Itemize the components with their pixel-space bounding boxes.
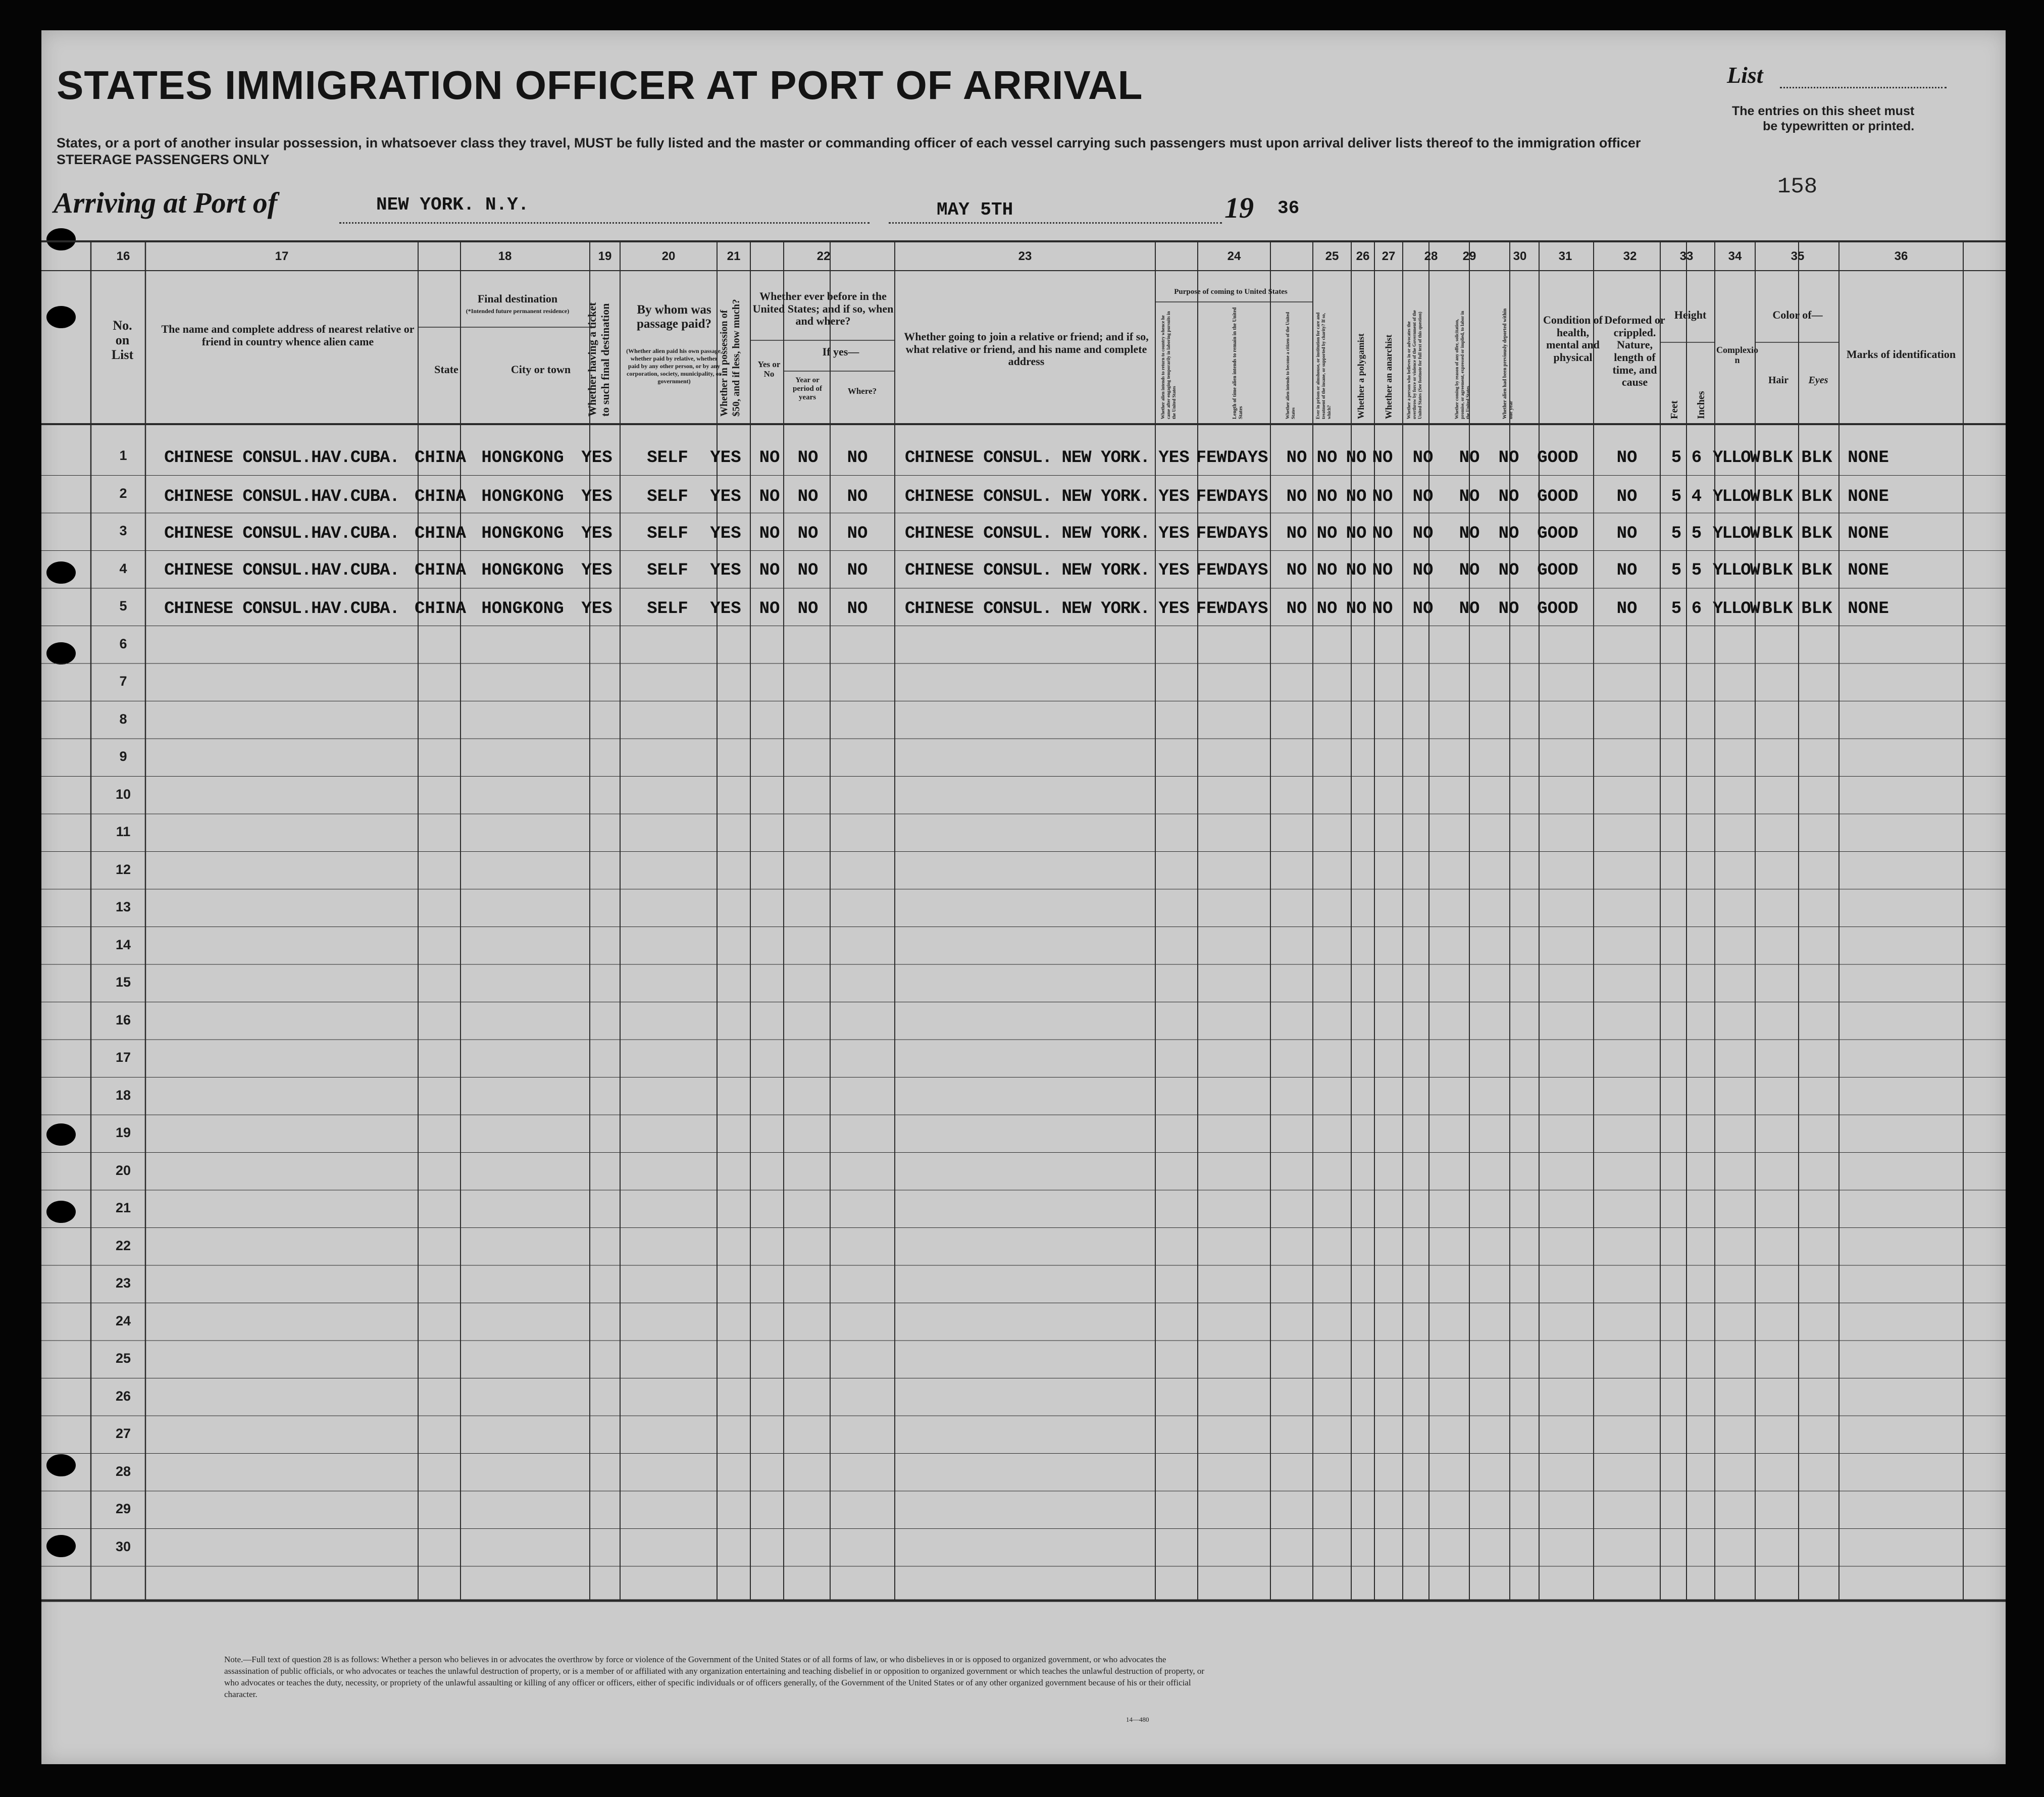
column-number: 23 bbox=[1018, 249, 1032, 263]
column-number: 27 bbox=[1382, 249, 1396, 263]
before-in-us-cell: NO bbox=[759, 448, 780, 468]
prison-cell: NO bbox=[1316, 599, 1338, 619]
arriving-label: Arriving at Port of bbox=[54, 186, 278, 219]
header-city: City or town bbox=[510, 363, 571, 376]
row-number: 13 bbox=[115, 899, 131, 914]
date-value: MAY 5TH bbox=[937, 199, 1013, 220]
marks-cell: NONE bbox=[1848, 487, 1889, 506]
column-number: 19 bbox=[598, 249, 612, 263]
anarchist-cell: NO bbox=[1372, 448, 1393, 468]
row-number: 20 bbox=[115, 1162, 131, 1178]
prison-cell: NO bbox=[1316, 448, 1338, 468]
city-cell: HONGKONG bbox=[481, 487, 564, 506]
header-health: Condition of health, mental and physical bbox=[1543, 314, 1603, 364]
relative-address-cell: CHINESE CONSUL.HAV.CUBA. bbox=[164, 524, 399, 543]
row-number: 29 bbox=[115, 1501, 131, 1516]
header-feet: Feet bbox=[1669, 400, 1680, 419]
health-cell: GOOD bbox=[1537, 448, 1578, 468]
where-cell: NO bbox=[847, 487, 868, 506]
header-purpose: Purpose of coming to United States bbox=[1174, 288, 1288, 296]
feet-cell: 5 bbox=[1671, 448, 1682, 468]
join-relative-cell: CHINESE CONSUL. NEW YORK. bbox=[905, 599, 1150, 619]
health-cell: GOOD bbox=[1537, 487, 1578, 506]
year-prefix: 19 bbox=[1224, 191, 1254, 224]
relative-address-cell: CHINESE CONSUL.HAV.CUBA. bbox=[164, 448, 399, 468]
where-cell: NO bbox=[847, 524, 868, 543]
year-value: 36 bbox=[1278, 198, 1300, 219]
return-intent-cell: YES bbox=[1158, 487, 1190, 506]
citizen-cell: NO bbox=[1286, 487, 1307, 506]
citizen-cell: NO bbox=[1286, 524, 1307, 543]
inches-cell: 5 bbox=[1691, 561, 1702, 580]
row-number: 17 bbox=[115, 1050, 131, 1065]
column-number: 33 bbox=[1679, 249, 1694, 263]
inches-cell: 6 bbox=[1691, 599, 1702, 619]
hair-cell: BLK bbox=[1762, 599, 1793, 619]
row-number: 4 bbox=[119, 560, 127, 576]
eyes-cell: BLK bbox=[1801, 487, 1832, 506]
header-passage-paid: By whom was passage paid? bbox=[637, 303, 711, 331]
header-prison: Ever in prison or almshouse, or institution for care and treatment of the insane, or supported by charity? If so, which? bbox=[1315, 312, 1332, 419]
column-number: 17 bbox=[275, 249, 289, 263]
deformed-cell: NO bbox=[1616, 448, 1638, 468]
feet-cell: 5 bbox=[1671, 487, 1682, 506]
feet-cell: 5 bbox=[1671, 524, 1682, 543]
deported-cell: NO bbox=[1498, 599, 1519, 619]
complexion-cell: YLLOW bbox=[1712, 487, 1760, 506]
column-number: 18 bbox=[498, 249, 512, 263]
polygamist-cell: NO bbox=[1346, 599, 1367, 619]
paid-by-cell: SELF bbox=[647, 448, 688, 468]
row-number: 5 bbox=[119, 598, 127, 613]
row-number: 14 bbox=[115, 937, 131, 952]
fifty-dollars-cell: YES bbox=[710, 561, 741, 580]
complexion-cell: YLLOW bbox=[1712, 561, 1760, 580]
deported-cell: NO bbox=[1498, 524, 1519, 543]
column-number: 16 bbox=[116, 249, 130, 263]
header-yes-or-no: Yes or No bbox=[757, 360, 781, 379]
length-of-stay-cell: FEWDAYS bbox=[1196, 599, 1268, 619]
hair-cell: BLK bbox=[1762, 561, 1793, 580]
ticket-cell: YES bbox=[581, 561, 612, 580]
join-relative-cell: CHINESE CONSUL. NEW YORK. bbox=[905, 524, 1150, 543]
list-label: List bbox=[1727, 62, 1763, 88]
column-number: 24 bbox=[1227, 249, 1241, 263]
before-in-us-cell: NO bbox=[759, 524, 780, 543]
form-subtitle: States, or a port of another insular possession, in whatsoever class they travel, MUST be fully listed and the master or commanding officer of each vessel carrying such passengers must upon arrival deliver lists thereof to the immigration officer bbox=[57, 135, 1641, 150]
header-identification-marks: Marks of identification bbox=[1846, 348, 1956, 361]
row-number: 30 bbox=[115, 1538, 131, 1554]
year-cell: NO bbox=[797, 599, 819, 619]
return-intent-cell: YES bbox=[1158, 448, 1190, 468]
header-anarchist: Whether an anarchist bbox=[1384, 334, 1394, 419]
anarchist-cell: NO bbox=[1372, 487, 1393, 506]
header-question-28: Whether a person who believes in or advocates the overthrow by force or violence of the Government of the United States (See footnote for full text of this question) bbox=[1406, 310, 1422, 419]
city-cell: HONGKONG bbox=[481, 561, 564, 580]
join-relative-cell: CHINESE CONSUL. NEW YORK. bbox=[905, 487, 1150, 506]
row-number: 16 bbox=[115, 1012, 131, 1028]
polygamist-cell: NO bbox=[1346, 487, 1367, 506]
eyes-cell: BLK bbox=[1801, 448, 1832, 468]
labor-offer-cell: NO bbox=[1459, 448, 1480, 468]
anarchist-cell: NO bbox=[1372, 599, 1393, 619]
row-number: 7 bbox=[119, 674, 127, 689]
column-number: 25 bbox=[1325, 249, 1339, 263]
labor-offer-cell: NO bbox=[1459, 561, 1480, 580]
header-height: Height bbox=[1674, 309, 1707, 321]
complexion-cell: YLLOW bbox=[1712, 524, 1760, 543]
header-length-of-stay: Length of time alien intends to remain in the United States bbox=[1232, 307, 1244, 419]
row-number: 6 bbox=[119, 636, 127, 651]
marks-cell: NONE bbox=[1848, 524, 1889, 543]
eyes-cell: BLK bbox=[1801, 599, 1832, 619]
complexion-cell: YLLOW bbox=[1712, 448, 1760, 468]
port-value: NEW YORK. N.Y. bbox=[376, 194, 529, 215]
header-polygamist: Whether a polygamist bbox=[1356, 333, 1366, 419]
column-number: 32 bbox=[1623, 249, 1637, 263]
state-cell: CHINA bbox=[414, 487, 467, 506]
question-28-cell: NO bbox=[1412, 599, 1434, 619]
year-cell: NO bbox=[797, 487, 819, 506]
column-number: 28 bbox=[1424, 249, 1438, 263]
row-number: 23 bbox=[115, 1275, 131, 1291]
column-number: 26 bbox=[1356, 249, 1370, 263]
deformed-cell: NO bbox=[1616, 524, 1638, 543]
fifty-dollars-cell: YES bbox=[710, 524, 741, 543]
header-state: State bbox=[434, 363, 458, 376]
row-number: 3 bbox=[119, 523, 127, 538]
header-year: Year or period of years bbox=[793, 376, 822, 401]
before-in-us-cell: NO bbox=[759, 487, 780, 506]
question-28-cell: NO bbox=[1412, 524, 1434, 543]
citizen-cell: NO bbox=[1286, 561, 1307, 580]
deported-cell: NO bbox=[1498, 561, 1519, 580]
hair-cell: BLK bbox=[1762, 448, 1793, 468]
paid-by-cell: SELF bbox=[647, 599, 688, 619]
complexion-cell: YLLOW bbox=[1712, 599, 1760, 619]
labor-offer-cell: NO bbox=[1459, 487, 1480, 506]
length-of-stay-cell: FEWDAYS bbox=[1196, 487, 1268, 506]
row-number: 10 bbox=[115, 786, 131, 802]
ticket-cell: YES bbox=[581, 448, 612, 468]
labor-offer-cell: NO bbox=[1459, 599, 1480, 619]
feet-cell: 5 bbox=[1671, 599, 1682, 619]
citizen-cell: NO bbox=[1286, 448, 1307, 468]
anarchist-cell: NO bbox=[1372, 524, 1393, 543]
where-cell: NO bbox=[847, 561, 868, 580]
hair-cell: BLK bbox=[1762, 524, 1793, 543]
health-cell: GOOD bbox=[1537, 561, 1578, 580]
header-final-destination-note: (*Intended future permanent residence) bbox=[466, 307, 570, 315]
row-number: 27 bbox=[115, 1426, 131, 1441]
length-of-stay-cell: FEWDAYS bbox=[1196, 561, 1268, 580]
ticket-cell: YES bbox=[581, 599, 612, 619]
header-ticket: Whether having a ticket to such final destination bbox=[586, 302, 611, 417]
header-ever-before: Whether ever before in the United States; and if so, when and where? bbox=[752, 290, 894, 328]
labor-offer-cell: NO bbox=[1459, 524, 1480, 543]
feet-cell: 5 bbox=[1671, 561, 1682, 580]
where-cell: NO bbox=[847, 599, 868, 619]
state-cell: CHINA bbox=[414, 561, 467, 580]
column-number: 36 bbox=[1894, 249, 1908, 263]
header-fifty-dollars: Whether in possession of $50, and if less, how much? bbox=[719, 299, 742, 417]
row-number: 8 bbox=[119, 711, 127, 727]
row-number: 25 bbox=[115, 1351, 131, 1366]
header-deformed: Deformed or crippled. Nature, length of time, and cause bbox=[1604, 314, 1665, 389]
row-number: 26 bbox=[115, 1388, 131, 1404]
paid-by-cell: SELF bbox=[647, 487, 688, 506]
header-deported: Whether alien had been previously deported within one year bbox=[1502, 308, 1514, 419]
header-passage-paid-note: (Whether alien paid his own passage, whether paid by relative, whether paid by any other person, or by any corporation, society, municipality, or government) bbox=[626, 347, 722, 385]
page-number: 158 bbox=[1777, 174, 1818, 199]
join-relative-cell: CHINESE CONSUL. NEW YORK. bbox=[905, 561, 1150, 580]
row-number: 1 bbox=[119, 448, 127, 463]
question-28-cell: NO bbox=[1412, 448, 1434, 468]
year-cell: NO bbox=[797, 448, 819, 468]
ticket-cell: YES bbox=[581, 487, 612, 506]
header-return-intent: Whether alien intends to return to country whence he came after engaging temporarily in laboring pursuits in the United States bbox=[1160, 311, 1177, 419]
fifty-dollars-cell: YES bbox=[710, 487, 741, 506]
header-if-yes: If yes— bbox=[822, 345, 859, 358]
inches-cell: 5 bbox=[1691, 524, 1702, 543]
row-number: 21 bbox=[115, 1200, 131, 1215]
header-eyes: Eyes bbox=[1808, 375, 1828, 386]
polygamist-cell: NO bbox=[1346, 448, 1367, 468]
year-cell: NO bbox=[797, 561, 819, 580]
state-cell: CHINA bbox=[414, 448, 467, 468]
polygamist-cell: NO bbox=[1346, 524, 1367, 543]
header-color-of: Color of— bbox=[1772, 309, 1823, 321]
inches-cell: 4 bbox=[1691, 487, 1702, 506]
eyes-cell: BLK bbox=[1801, 524, 1832, 543]
row-number: 12 bbox=[115, 861, 131, 877]
ticket-cell: YES bbox=[581, 524, 612, 543]
question-28-cell: NO bbox=[1412, 487, 1434, 506]
return-intent-cell: YES bbox=[1158, 561, 1190, 580]
column-number: 34 bbox=[1728, 249, 1742, 263]
city-cell: HONGKONG bbox=[481, 599, 564, 619]
header-labor-offer: Whether coming by reason of any offer, solicitation, promise, or agreement, expressed or implied, to labor in the United States bbox=[1454, 311, 1470, 419]
column-number: 21 bbox=[727, 249, 741, 263]
header-inches: Inches bbox=[1696, 391, 1707, 419]
row-number: 24 bbox=[115, 1313, 131, 1328]
column-number: 35 bbox=[1791, 249, 1805, 263]
column-number: 30 bbox=[1513, 249, 1527, 263]
steerage-label: STEERAGE PASSENGERS ONLY bbox=[57, 152, 270, 167]
fifty-dollars-cell: YES bbox=[710, 448, 741, 468]
column-number: 20 bbox=[661, 249, 676, 263]
where-cell: NO bbox=[847, 448, 868, 468]
health-cell: GOOD bbox=[1537, 599, 1578, 619]
return-intent-cell: YES bbox=[1158, 524, 1190, 543]
year-cell: NO bbox=[797, 524, 819, 543]
prison-cell: NO bbox=[1316, 487, 1338, 506]
row-number: 28 bbox=[115, 1463, 131, 1479]
deformed-cell: NO bbox=[1616, 487, 1638, 506]
state-cell: CHINA bbox=[414, 599, 467, 619]
header-nearest-relative: The name and complete address of nearest relative or friend in country whence alien came bbox=[161, 323, 415, 348]
header-no-on-list: No. on List bbox=[111, 318, 134, 363]
state-cell: CHINA bbox=[414, 524, 467, 543]
anarchist-cell: NO bbox=[1372, 561, 1393, 580]
city-cell: HONGKONG bbox=[481, 524, 564, 543]
health-cell: GOOD bbox=[1537, 524, 1578, 543]
return-intent-cell: YES bbox=[1158, 599, 1190, 619]
footnote: Note.—Full text of question 28 is as follows: Whether a person who believes in or advocates the overthrow by force or violence of the Government of the United States or of all forms of law, or who disbelieves in or is opposed to organized government, or who advocates the assassination of public officials, or who advocates or teaches the unlawful destruction of property, or is a member of or affiliated with any organization entertaining and teaching disbelief in or opposition to organized government or which teaches the unlawful destruction of property, or who advocates or teaches the duty, necessity, or propriety of the unlawful assaulting or killing of any officer or officers, either of specific individuals or of officers generally, of the Government of the United States or of any other organized government because of his or their official character. bbox=[224, 1655, 1205, 1699]
relative-address-cell: CHINESE CONSUL.HAV.CUBA. bbox=[164, 561, 399, 580]
before-in-us-cell: NO bbox=[759, 561, 780, 580]
row-number: 18 bbox=[115, 1087, 131, 1103]
column-number: 31 bbox=[1558, 249, 1572, 263]
fifty-dollars-cell: YES bbox=[710, 599, 741, 619]
header-hair: Hair bbox=[1768, 375, 1788, 386]
paid-by-cell: SELF bbox=[647, 561, 688, 580]
row-number: 11 bbox=[116, 824, 131, 839]
column-number: 22 bbox=[816, 249, 831, 263]
before-in-us-cell: NO bbox=[759, 599, 780, 619]
row-number: 9 bbox=[119, 749, 127, 764]
question-28-cell: NO bbox=[1412, 561, 1434, 580]
prison-cell: NO bbox=[1316, 561, 1338, 580]
join-relative-cell: CHINESE CONSUL. NEW YORK. bbox=[905, 448, 1150, 468]
relative-address-cell: CHINESE CONSUL.HAV.CUBA. bbox=[164, 487, 399, 506]
relative-address-cell: CHINESE CONSUL.HAV.CUBA. bbox=[164, 599, 399, 619]
row-number: 2 bbox=[119, 485, 127, 501]
deformed-cell: NO bbox=[1616, 599, 1638, 619]
header-join-relative: Whether going to join a relative or friend; and if so, what relative or friend, and his name and complete address bbox=[904, 330, 1149, 368]
header-complexion: Complexion bbox=[1716, 345, 1758, 366]
deported-cell: NO bbox=[1498, 448, 1519, 468]
paid-by-cell: SELF bbox=[647, 524, 688, 543]
length-of-stay-cell: FEWDAYS bbox=[1196, 524, 1268, 543]
entries-note: The entries on this sheet must be typewritten or printed. bbox=[1732, 104, 1915, 133]
row-number: 19 bbox=[115, 1125, 131, 1140]
form-title: STATES IMMIGRATION OFFICER AT PORT OF ARRIVAL bbox=[57, 63, 1143, 108]
row-number: 22 bbox=[115, 1238, 131, 1253]
header-final-destination: Final destination bbox=[477, 292, 558, 305]
deformed-cell: NO bbox=[1616, 561, 1638, 580]
row-number: 15 bbox=[115, 974, 131, 990]
length-of-stay-cell: FEWDAYS bbox=[1196, 448, 1268, 468]
deported-cell: NO bbox=[1498, 487, 1519, 506]
eyes-cell: BLK bbox=[1801, 561, 1832, 580]
form-number: 14—480 bbox=[1126, 1716, 1149, 1723]
city-cell: HONGKONG bbox=[481, 448, 564, 468]
inches-cell: 6 bbox=[1691, 448, 1702, 468]
polygamist-cell: NO bbox=[1346, 561, 1367, 580]
column-number: 29 bbox=[1462, 249, 1476, 263]
marks-cell: NONE bbox=[1848, 599, 1889, 619]
header-citizen-intent: Whether alien intends to become a citizen of the United States bbox=[1285, 312, 1296, 419]
prison-cell: NO bbox=[1316, 524, 1338, 543]
marks-cell: NONE bbox=[1848, 561, 1889, 580]
citizen-cell: NO bbox=[1286, 599, 1307, 619]
header-where: Where? bbox=[847, 386, 877, 396]
hair-cell: BLK bbox=[1762, 487, 1793, 506]
marks-cell: NONE bbox=[1848, 448, 1889, 468]
